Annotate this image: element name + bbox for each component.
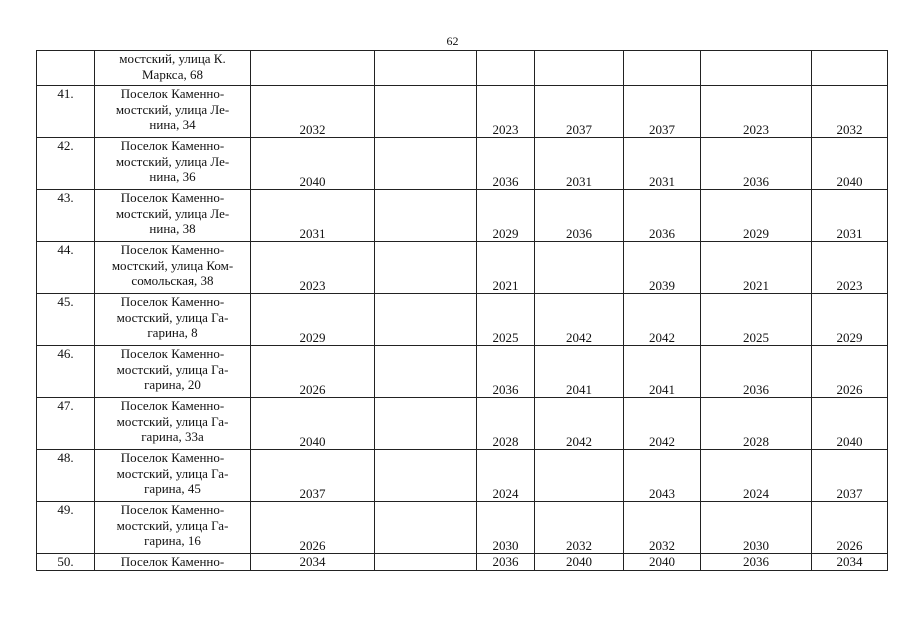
address-line: мостский, улица Ле- — [115, 101, 230, 117]
year-cell-7: 2037 — [812, 450, 888, 502]
address-line: мостский, улица Ле- — [115, 205, 230, 221]
year-cell-4: 2042 — [535, 398, 624, 450]
address-cell — [95, 138, 251, 190]
address-cell — [95, 346, 251, 398]
year-cell-1: 2040 — [251, 138, 375, 190]
year-cell-2 — [375, 242, 477, 294]
year-cell-1: 2023 — [251, 242, 375, 294]
year-cell-2 — [375, 502, 477, 554]
table-body — [37, 51, 888, 571]
row-number — [37, 51, 95, 86]
year-cell-4: 2036 — [535, 190, 624, 242]
year-cell-4 — [535, 450, 624, 502]
row-number: 44. — [37, 242, 95, 294]
address-line: Поселок Каменно- — [120, 398, 225, 413]
address-line: гарина, 16 — [144, 533, 201, 548]
year-cell-4: 2031 — [535, 138, 624, 190]
address-line: гарина, 45 — [144, 481, 201, 496]
year-cell-6: 2029 — [701, 190, 812, 242]
year-cell-3: 2036 — [477, 138, 535, 190]
year-cell-6: 2030 — [701, 502, 812, 554]
row-number: 46. — [37, 346, 95, 398]
year-cell-5: 2031 — [624, 138, 701, 190]
year-cell-7: 2026 — [812, 346, 888, 398]
table-row — [37, 450, 888, 502]
year-cell-3: 2036 — [477, 346, 535, 398]
table-row — [37, 138, 888, 190]
address-line: мостский, улица К. — [119, 51, 226, 66]
table-row — [37, 294, 888, 346]
year-cell-1: 2031 — [251, 190, 375, 242]
row-number: 45. — [37, 294, 95, 346]
year-cell-6: 2028 — [701, 398, 812, 450]
year-cell-2 — [375, 190, 477, 242]
address-line: Поселок Каменно- — [120, 502, 225, 517]
year-cell-5: 2037 — [624, 86, 701, 138]
address-line: нина, 36 — [149, 169, 196, 184]
address-line: нина, 38 — [149, 221, 196, 236]
year-cell-7: 2032 — [812, 86, 888, 138]
year-cell-5: 2040 — [624, 554, 701, 571]
year-cell-5: 2043 — [624, 450, 701, 502]
row-number: 49. — [37, 502, 95, 554]
year-cell-4: 2032 — [535, 502, 624, 554]
row-number: 47. — [37, 398, 95, 450]
address-line: нина, 34 — [149, 117, 196, 132]
table-row — [37, 398, 888, 450]
address-line: Поселок Каменно- — [120, 86, 225, 101]
year-cell-3: 2036 — [477, 554, 535, 571]
year-cell-6: 2036 — [701, 138, 812, 190]
address-line: сомольская, 38 — [131, 273, 214, 288]
year-cell-1: 2034 — [251, 554, 375, 571]
table-row — [37, 502, 888, 554]
address-line: мостский, улица Ком- — [111, 257, 234, 273]
address-line: гарина, 8 — [147, 325, 198, 340]
address-line: Маркса, 68 — [141, 66, 204, 82]
year-cell-3: 2028 — [477, 398, 535, 450]
year-cell-1: 2032 — [251, 86, 375, 138]
address-line: Поселок Каменно- — [120, 242, 225, 257]
table-row — [37, 242, 888, 294]
year-cell-1: 2037 — [251, 450, 375, 502]
year-cell-2 — [375, 51, 477, 86]
address-line: Поселок Каменно- — [120, 554, 225, 569]
year-cell-5: 2042 — [624, 398, 701, 450]
year-cell-6: 2036 — [701, 346, 812, 398]
year-cell-6 — [701, 51, 812, 86]
year-cell-5 — [624, 51, 701, 86]
year-cell-1 — [251, 51, 375, 86]
year-cell-2 — [375, 294, 477, 346]
year-cell-6: 2023 — [701, 86, 812, 138]
year-cell-3: 2023 — [477, 86, 535, 138]
address-cell — [95, 554, 251, 571]
address-line: Поселок Каменно- — [120, 346, 225, 361]
year-cell-4: 2041 — [535, 346, 624, 398]
year-cell-1: 2026 — [251, 502, 375, 554]
year-cell-6: 2024 — [701, 450, 812, 502]
table-row — [37, 190, 888, 242]
address-cell — [95, 86, 251, 138]
schedule-table — [36, 50, 888, 571]
address-cell — [95, 502, 251, 554]
year-cell-5: 2036 — [624, 190, 701, 242]
row-number: 42. — [37, 138, 95, 190]
address-line: Поселок Каменно- — [120, 450, 225, 465]
row-number: 48. — [37, 450, 95, 502]
year-cell-7: 2034 — [812, 554, 888, 571]
year-cell-4 — [535, 51, 624, 86]
year-cell-7: 2040 — [812, 398, 888, 450]
address-line: Поселок Каменно- — [120, 294, 225, 309]
year-cell-4: 2037 — [535, 86, 624, 138]
year-cell-4 — [535, 242, 624, 294]
year-cell-1: 2026 — [251, 346, 375, 398]
year-cell-3: 2025 — [477, 294, 535, 346]
address-line: Поселок Каменно- — [120, 138, 225, 153]
year-cell-3: 2030 — [477, 502, 535, 554]
year-cell-7: 2023 — [812, 242, 888, 294]
year-cell-2 — [375, 86, 477, 138]
year-cell-7: 2031 — [812, 190, 888, 242]
table-row — [37, 86, 888, 138]
year-cell-5: 2039 — [624, 242, 701, 294]
year-cell-5: 2032 — [624, 502, 701, 554]
address-line: гарина, 33а — [141, 429, 204, 444]
year-cell-7: 2029 — [812, 294, 888, 346]
address-cell — [95, 190, 251, 242]
year-cell-4: 2040 — [535, 554, 624, 571]
year-cell-6: 2036 — [701, 554, 812, 571]
year-cell-7: 2026 — [812, 502, 888, 554]
address-cell — [95, 450, 251, 502]
address-cell — [95, 294, 251, 346]
page-number: 62 — [446, 34, 459, 48]
year-cell-4: 2042 — [535, 294, 624, 346]
table-row — [37, 346, 888, 398]
address-line: гарина, 20 — [144, 377, 201, 392]
address-line: мостский, улица Га- — [116, 361, 229, 377]
address-line: мостский, улица Га- — [116, 413, 229, 429]
row-number: 50. — [37, 554, 95, 571]
year-cell-3: 2021 — [477, 242, 535, 294]
year-cell-5: 2041 — [624, 346, 701, 398]
year-cell-7 — [812, 51, 888, 86]
year-cell-1: 2029 — [251, 294, 375, 346]
year-cell-6: 2021 — [701, 242, 812, 294]
row-number: 43. — [37, 190, 95, 242]
year-cell-1: 2040 — [251, 398, 375, 450]
year-cell-3: 2029 — [477, 190, 535, 242]
year-cell-2 — [375, 554, 477, 571]
year-cell-3: 2024 — [477, 450, 535, 502]
address-cell — [95, 51, 251, 86]
address-line: мостский, улица Ле- — [115, 153, 230, 169]
table-row — [37, 51, 888, 86]
address-line: мостский, улица Га- — [116, 517, 229, 533]
year-cell-5: 2042 — [624, 294, 701, 346]
row-number: 41. — [37, 86, 95, 138]
year-cell-7: 2040 — [812, 138, 888, 190]
address-cell — [95, 242, 251, 294]
address-line: мостский, улица Га- — [116, 465, 229, 481]
year-cell-3 — [477, 51, 535, 86]
address-cell — [95, 398, 251, 450]
year-cell-2 — [375, 450, 477, 502]
address-line: Поселок Каменно- — [120, 190, 225, 205]
year-cell-2 — [375, 346, 477, 398]
year-cell-6: 2025 — [701, 294, 812, 346]
table-row — [37, 554, 888, 571]
year-cell-2 — [375, 138, 477, 190]
address-line: мостский, улица Га- — [116, 309, 229, 325]
year-cell-2 — [375, 398, 477, 450]
